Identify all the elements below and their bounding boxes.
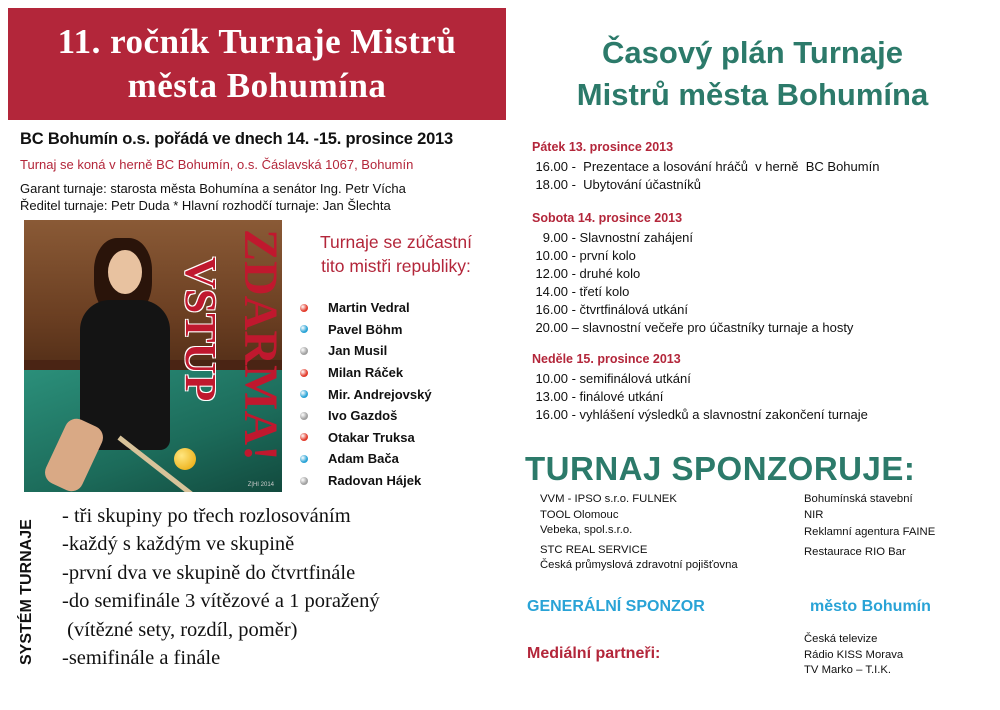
list-item: Česká průmyslová zdravotní pojišťovna [540,559,738,571]
list-item [300,383,432,405]
bullet-icon [300,412,308,420]
sponsors-heading: TURNAJ SPONZORUJE: [525,450,916,487]
player-name: Radovan Hájek [328,473,422,489]
bullet-icon [300,325,308,333]
list-item [300,405,432,427]
schedule-item [532,283,629,301]
schedule-time: 12.00 [535,266,568,281]
schedule-text: - čtvrtfinálová utkání [568,302,688,317]
venue-line: Turnaj se koná v herně BC Bohumín, o.s. Čáslavská 1067, Bohumín [20,157,414,172]
day-label-sunday: Neděle 15. prosince 2013 [532,352,681,366]
schedule-time: 16.00 [535,159,568,174]
player-name: Pavel Böhm [328,321,403,337]
sponsors-list-right [804,492,935,560]
schedule-time: 18.00 [535,177,568,192]
schedule-item [532,265,640,283]
bullet-icon [300,347,308,355]
banner-title-line-1: 11. ročník Turnaje Mistrů [57,22,457,61]
schedule-text: – slavnostní večeře pro účastníky turnaje a hosty [568,320,854,335]
list-item: -do semifinále 3 vítězové a 1 poražený [62,590,380,613]
schedule-time: 20.00 [535,320,568,335]
bullet-icon [300,433,308,441]
sponsors-list-left [540,492,738,574]
schedule-title-line-2: Mistrů města Bohumína [576,77,929,112]
general-sponsor-value: město Bohumín [810,598,931,615]
banner-title-line-2: města Bohumína [127,66,387,105]
list-item: TV Marko – T.I.K. [804,664,892,676]
schedule-text: - Prezentace a losování hráčů v herně BC Bohumín [568,159,880,174]
schedule-text: - první kolo [568,248,636,263]
list-item: Restaurace RIO Bar [804,545,906,558]
day-label-saturday: Sobota 14. prosince 2013 [532,211,683,225]
schedule-title [510,32,995,116]
media-partners-label: Mediální partneři: [527,645,661,662]
schedule-title-line-1: Časový plán Turnaje [602,35,903,70]
schedule-item [532,388,663,406]
system-list [62,502,380,672]
schedule-text: - Ubytování účastníků [568,177,701,192]
list-item: -semifinále a finále [62,646,221,669]
list-item: -první dva ve skupině do čtvrtfinále [62,561,356,584]
player-name: Milan Ráček [328,365,404,381]
list-item [300,427,432,449]
player-name: Ivo Gazdoš [328,408,398,424]
list-item: Česká televize [804,633,878,645]
organizer-line: BC Bohumín o.s. pořádá ve dnech 14. -15. prosince 2013 [20,130,454,148]
schedule-text: - druhé kolo [568,266,641,281]
list-item [300,362,432,384]
schedule-item [532,406,868,424]
free-entry-stamp-line-2: ZDARMA! [234,229,287,461]
bullet-icon [300,369,308,377]
list-item [300,319,432,341]
list-item: - tři skupiny po třech rozlosováním [62,505,351,527]
schedule-item [532,370,691,388]
list-item: Bohumínská stavební [804,493,913,505]
title-banner [8,8,506,120]
masters-heading [296,230,496,278]
list-item [300,340,432,362]
masters-heading-line-2: tito mistři republiky: [321,256,471,276]
list-item: TOOL Olomouc [540,508,619,521]
player-name: Adam Bača [328,451,399,467]
day-label-friday: Pátek 13. prosince 2013 [532,140,674,154]
schedule-time: 16.00 [535,407,568,422]
player-name: Mir. Andrejovský [328,386,432,402]
director-line: Ředitel turnaje: Petr Duda * Hlavní rozhodčí turnaje: Jan Šlechta [20,198,391,213]
schedule-item [532,229,693,247]
schedule-time: 16.00 [535,302,568,317]
schedule-text: - vyhlášení výsledků a slavnostní zakončení turnaje [568,407,868,422]
schedule-item [532,301,688,319]
media-partners-list [804,632,903,679]
bullet-icon [300,477,308,485]
list-item: Reklamní agentura FAINE [804,526,936,538]
bullet-icon [300,390,308,398]
list-item: (vítězné sety, rozdíl, poměr) [62,618,298,641]
list-item: NIR [804,508,824,521]
list-item: -každý s každým ve skupině [62,533,295,556]
masters-heading-line-1: Turnaje se zúčastní [319,232,473,252]
schedule-text: - třetí kolo [568,284,630,299]
list-item: VVM - IPSO s.r.o. FULNEK [540,493,677,505]
schedule-text: - semifinálová utkání [568,371,691,386]
list-item: STC REAL SERVICE [540,543,648,556]
list-item: Vebeka, spol.s.r.o. [540,524,633,536]
bullet-icon [300,455,308,463]
list-item [300,470,432,492]
player-face [108,250,142,294]
schedule-time: 14.00 [535,284,568,299]
free-entry-stamp-line-1: VSTUP [176,257,225,402]
photo-credit: Z|HI 2014 [247,482,274,488]
player-name: Otakar Truksa [328,429,415,445]
schedule-time: 13.00 [535,389,568,404]
schedule-item [532,176,701,194]
list-item [300,448,432,470]
bullet-icon [300,304,308,312]
billiard-ball [174,448,196,470]
list-item: Rádio KISS Morava [804,648,904,661]
schedule-text: - Slavnostní zahájení [568,230,694,245]
schedule-item [532,319,853,337]
general-sponsor-label: GENERÁLNÍ SPONZOR [527,598,705,615]
player-name: Jan Musil [328,343,388,359]
schedule-item [532,158,879,176]
guarantor-line: Garant turnaje: starosta města Bohumína a senátor Ing. Petr Vícha [20,181,406,196]
schedule-time: 10.00 [535,371,568,386]
schedule-text: - finálové utkání [568,389,664,404]
schedule-time: 10.00 [535,248,568,263]
system-label: SYSTÉM TURNAJE [18,519,35,665]
list-item [300,297,432,319]
player-name: Martin Vedral [328,300,410,316]
schedule-time: 9.00 [542,230,568,245]
masters-list [300,297,432,491]
schedule-item [532,247,636,265]
